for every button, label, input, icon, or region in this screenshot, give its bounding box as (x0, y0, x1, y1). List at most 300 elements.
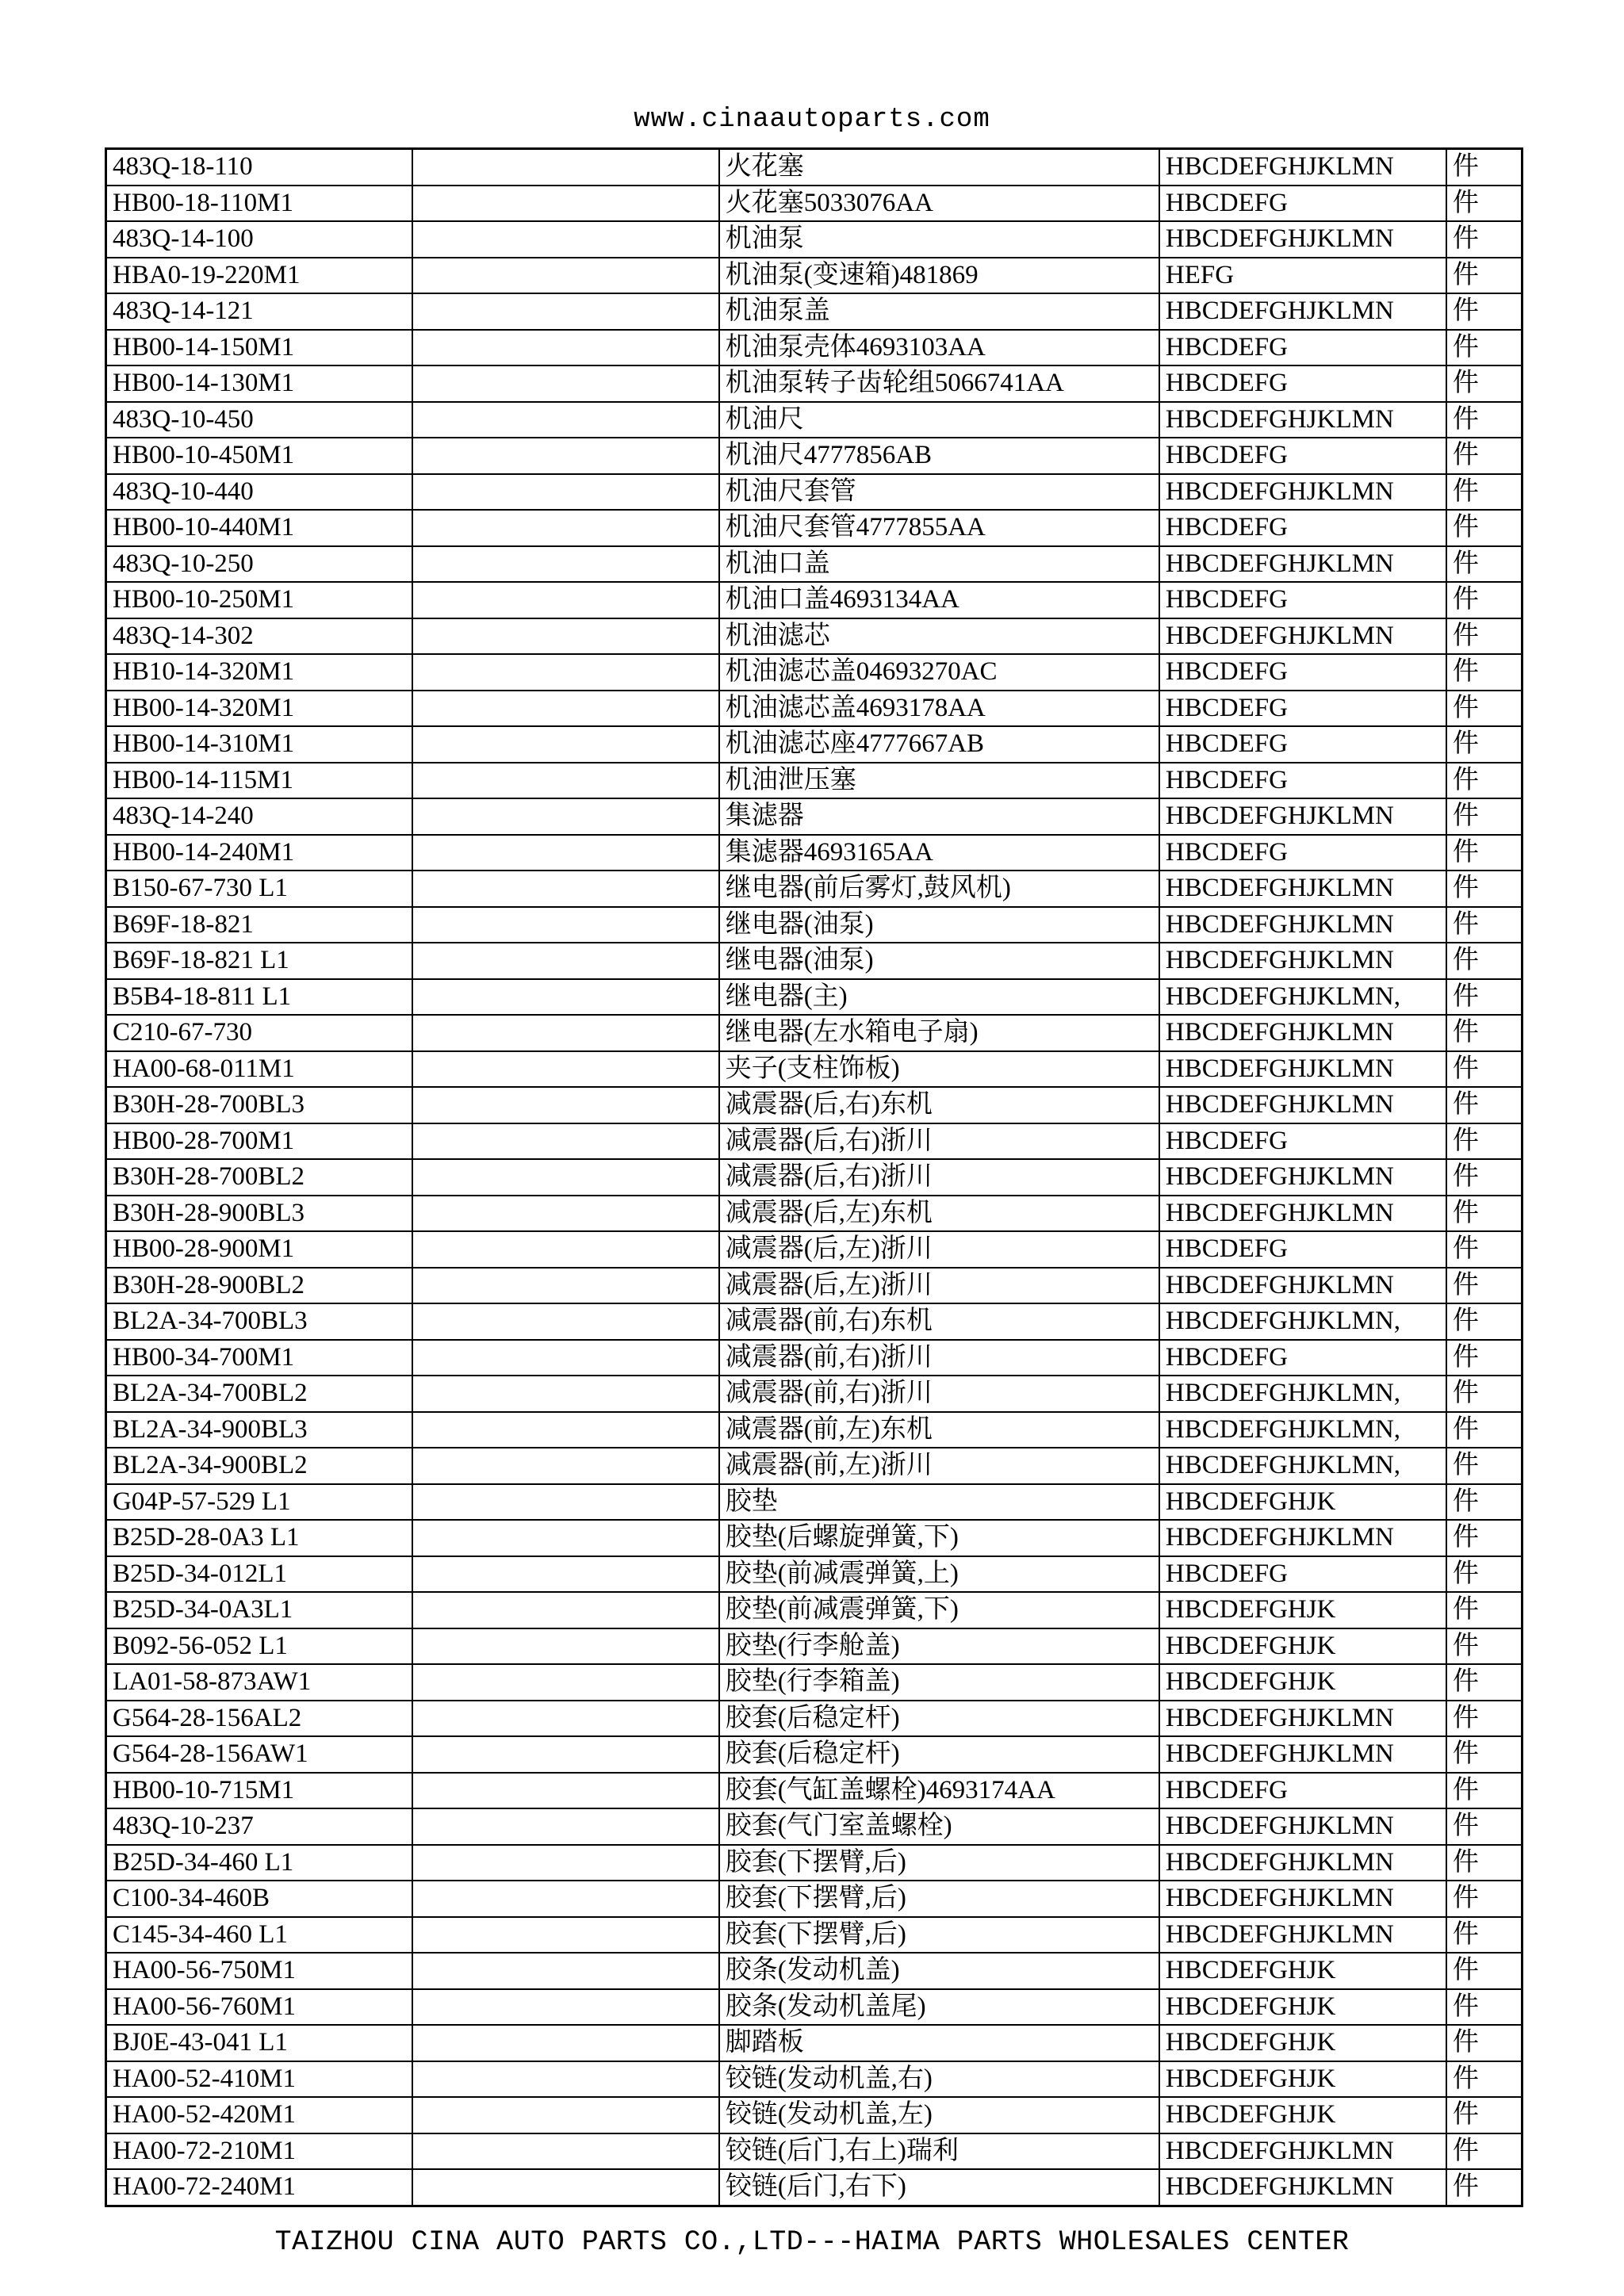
applicable-models-cell: HBCDEFGHJK (1159, 1953, 1446, 1989)
table-row (106, 835, 1522, 871)
table-row (106, 763, 1522, 799)
part-name-cell: 机油泵(变速箱)481869 (719, 258, 1159, 294)
table-row (106, 1231, 1522, 1268)
table-row (106, 1376, 1522, 1412)
table-row (106, 618, 1522, 655)
part-name-cell: 胶垫(行李箱盖) (719, 1664, 1159, 1701)
applicable-models-cell: HBCDEFGHJKLMN (1159, 1808, 1446, 1845)
blank-cell (412, 979, 719, 1016)
table-row (106, 258, 1522, 294)
table-row (106, 1881, 1522, 1917)
part-number-cell: 483Q-14-302 (106, 618, 413, 655)
blank-cell (412, 1448, 719, 1484)
part-name-cell: 减震器(前,右)东机 (719, 1303, 1159, 1340)
part-number-cell: HB00-10-450M1 (106, 438, 413, 474)
blank-cell (412, 1881, 719, 1917)
part-name-cell: 胶垫(前减震弹簧,下) (719, 1592, 1159, 1628)
part-name-cell: 机油滤芯座4777667AB (719, 726, 1159, 763)
table-row (106, 907, 1522, 943)
unit-cell: 件 (1446, 1556, 1522, 1593)
applicable-models-cell: HBCDEFGHJKLMN (1159, 618, 1446, 655)
part-name-cell: 减震器(后,左)浙川 (719, 1268, 1159, 1304)
part-name-cell: 机油泄压塞 (719, 763, 1159, 799)
table-row (106, 438, 1522, 474)
blank-cell (412, 2025, 719, 2061)
part-name-cell: 胶垫(前减震弹簧,上) (719, 1556, 1159, 1593)
unit-cell: 件 (1446, 582, 1522, 618)
unit-cell: 件 (1446, 149, 1522, 186)
unit-cell: 件 (1446, 654, 1522, 691)
blank-cell (412, 1808, 719, 1845)
parts-table-body (106, 149, 1522, 2206)
part-name-cell: 火花塞5033076AA (719, 186, 1159, 222)
table-row (106, 365, 1522, 402)
part-name-cell: 集滤器 (719, 798, 1159, 835)
unit-cell: 件 (1446, 1448, 1522, 1484)
applicable-models-cell: HBCDEFGHJKLMN, (1159, 1448, 1446, 1484)
table-row (106, 1123, 1522, 1160)
part-name-cell: 铰链(后门,右上)瑞利 (719, 2133, 1159, 2170)
part-number-cell: C210-67-730 (106, 1015, 413, 1051)
blank-cell (412, 1701, 719, 1737)
part-number-cell: 483Q-14-100 (106, 221, 413, 258)
blank-cell (412, 546, 719, 583)
part-number-cell: HA00-56-760M1 (106, 1989, 413, 2026)
unit-cell: 件 (1446, 1087, 1522, 1123)
applicable-models-cell: HBCDEFG (1159, 654, 1446, 691)
applicable-models-cell: HBCDEFG (1159, 1556, 1446, 1593)
blank-cell (412, 1412, 719, 1448)
unit-cell: 件 (1446, 365, 1522, 402)
blank-cell (412, 726, 719, 763)
table-row (106, 186, 1522, 222)
unit-cell: 件 (1446, 2061, 1522, 2098)
part-name-cell: 机油滤芯 (719, 618, 1159, 655)
part-number-cell: 483Q-10-450 (106, 402, 413, 438)
part-name-cell: 减震器(后,右)浙川 (719, 1159, 1159, 1196)
blank-cell (412, 1556, 719, 1593)
part-name-cell: 减震器(前,右)浙川 (719, 1340, 1159, 1376)
part-name-cell: 胶垫 (719, 1484, 1159, 1521)
applicable-models-cell: HBCDEFG (1159, 763, 1446, 799)
blank-cell (412, 871, 719, 907)
part-number-cell: B25D-28-0A3 L1 (106, 1520, 413, 1556)
part-number-cell: HA00-72-210M1 (106, 2133, 413, 2170)
part-number-cell: B30H-28-900BL3 (106, 1196, 413, 1232)
part-number-cell: HB00-14-130M1 (106, 365, 413, 402)
part-number-cell: B150-67-730 L1 (106, 871, 413, 907)
part-name-cell: 机油尺 (719, 402, 1159, 438)
table-row (106, 1303, 1522, 1340)
part-number-cell: HA00-72-240M1 (106, 2169, 413, 2206)
part-number-cell: HB00-28-700M1 (106, 1123, 413, 1160)
part-name-cell: 机油尺套管 (719, 474, 1159, 511)
blank-cell (412, 943, 719, 979)
unit-cell: 件 (1446, 1773, 1522, 1809)
blank-cell (412, 1051, 719, 1088)
table-row (106, 1556, 1522, 1593)
part-number-cell: HB00-28-900M1 (106, 1231, 413, 1268)
table-row (106, 293, 1522, 330)
part-number-cell: BL2A-34-700BL3 (106, 1303, 413, 1340)
blank-cell (412, 1664, 719, 1701)
part-number-cell: LA01-58-873AW1 (106, 1664, 413, 1701)
table-row (106, 979, 1522, 1016)
table-row (106, 1701, 1522, 1737)
unit-cell: 件 (1446, 510, 1522, 546)
blank-cell (412, 907, 719, 943)
table-row (106, 221, 1522, 258)
blank-cell (412, 438, 719, 474)
unit-cell: 件 (1446, 438, 1522, 474)
unit-cell: 件 (1446, 943, 1522, 979)
part-number-cell: B30H-28-700BL3 (106, 1087, 413, 1123)
applicable-models-cell: HBCDEFGHJK (1159, 1664, 1446, 1701)
applicable-models-cell: HBCDEFGHJKLMN (1159, 402, 1446, 438)
blank-cell (412, 2133, 719, 2170)
blank-cell (412, 365, 719, 402)
table-row (106, 2097, 1522, 2133)
part-name-cell: 减震器(后,左)东机 (719, 1196, 1159, 1232)
blank-cell (412, 1376, 719, 1412)
part-number-cell: 483Q-14-121 (106, 293, 413, 330)
unit-cell: 件 (1446, 1592, 1522, 1628)
part-name-cell: 铰链(发动机盖,右) (719, 2061, 1159, 2098)
unit-cell: 件 (1446, 618, 1522, 655)
unit-cell: 件 (1446, 1015, 1522, 1051)
table-row (106, 691, 1522, 727)
applicable-models-cell: HEFG (1159, 258, 1446, 294)
table-row (106, 1051, 1522, 1088)
part-number-cell: B25D-34-012L1 (106, 1556, 413, 1593)
blank-cell (412, 2061, 719, 2098)
table-row (106, 798, 1522, 835)
blank-cell (412, 1520, 719, 1556)
part-name-cell: 机油滤芯盖04693270AC (719, 654, 1159, 691)
table-row (106, 2061, 1522, 2098)
part-number-cell: C145-34-460 L1 (106, 1917, 413, 1954)
part-number-cell: B25D-34-460 L1 (106, 1845, 413, 1881)
part-number-cell: HBA0-19-220M1 (106, 258, 413, 294)
unit-cell: 件 (1446, 871, 1522, 907)
part-number-cell: B5B4-18-811 L1 (106, 979, 413, 1016)
unit-cell: 件 (1446, 1303, 1522, 1340)
part-name-cell: 胶套(下摆臂,后) (719, 1917, 1159, 1954)
applicable-models-cell: HBCDEFGHJK (1159, 1592, 1446, 1628)
part-name-cell: 机油滤芯盖4693178AA (719, 691, 1159, 727)
unit-cell: 件 (1446, 835, 1522, 871)
part-name-cell: 机油泵盖 (719, 293, 1159, 330)
part-number-cell: B69F-18-821 (106, 907, 413, 943)
blank-cell (412, 618, 719, 655)
applicable-models-cell: HBCDEFGHJKLMN (1159, 1087, 1446, 1123)
applicable-models-cell: HBCDEFGHJK (1159, 2061, 1446, 2098)
table-row (106, 2133, 1522, 2170)
part-name-cell: 胶套(下摆臂,后) (719, 1845, 1159, 1881)
part-name-cell: 胶套(下摆臂,后) (719, 1881, 1159, 1917)
table-row (106, 654, 1522, 691)
blank-cell (412, 1592, 719, 1628)
unit-cell: 件 (1446, 726, 1522, 763)
blank-cell (412, 1845, 719, 1881)
part-number-cell: BL2A-34-700BL2 (106, 1376, 413, 1412)
blank-cell (412, 258, 719, 294)
table-row (106, 943, 1522, 979)
part-name-cell: 胶套(后稳定杆) (719, 1736, 1159, 1773)
part-number-cell: HB00-10-715M1 (106, 1773, 413, 1809)
part-number-cell: HA00-52-420M1 (106, 2097, 413, 2133)
page-footer-company: TAIZHOU CINA AUTO PARTS CO.,LTD---HAIMA PARTS WHOLESALES CENTER (274, 2226, 1350, 2258)
unit-cell: 件 (1446, 1881, 1522, 1917)
unit-cell: 件 (1446, 1989, 1522, 2026)
parts-table (105, 147, 1523, 2207)
blank-cell (412, 1087, 719, 1123)
unit-cell: 件 (1446, 1845, 1522, 1881)
part-name-cell: 继电器(油泵) (719, 907, 1159, 943)
blank-cell (412, 763, 719, 799)
blank-cell (412, 293, 719, 330)
unit-cell: 件 (1446, 1051, 1522, 1088)
part-number-cell: HA00-52-410M1 (106, 2061, 413, 2098)
applicable-models-cell: HBCDEFG (1159, 1123, 1446, 1160)
unit-cell: 件 (1446, 1123, 1522, 1160)
table-row (106, 402, 1522, 438)
applicable-models-cell: HBCDEFGHJKLMN (1159, 1845, 1446, 1881)
applicable-models-cell: HBCDEFGHJKLMN, (1159, 1376, 1446, 1412)
applicable-models-cell: HBCDEFGHJKLMN (1159, 1051, 1446, 1088)
unit-cell: 件 (1446, 691, 1522, 727)
part-number-cell: HB00-34-700M1 (106, 1340, 413, 1376)
part-name-cell: 铰链(发动机盖,左) (719, 2097, 1159, 2133)
part-number-cell: HB00-14-240M1 (106, 835, 413, 871)
table-row (106, 1159, 1522, 1196)
applicable-models-cell: HBCDEFG (1159, 726, 1446, 763)
part-number-cell: HB00-14-320M1 (106, 691, 413, 727)
table-row (106, 546, 1522, 583)
unit-cell: 件 (1446, 1159, 1522, 1196)
table-row (106, 1484, 1522, 1521)
table-row (106, 2169, 1522, 2206)
applicable-models-cell: HBCDEFGHJK (1159, 2025, 1446, 2061)
unit-cell: 件 (1446, 1736, 1522, 1773)
blank-cell (412, 691, 719, 727)
blank-cell (412, 2097, 719, 2133)
blank-cell (412, 330, 719, 366)
part-name-cell: 减震器(后,左)浙川 (719, 1231, 1159, 1268)
unit-cell: 件 (1452, 2172, 1479, 2202)
unit-cell: 件 (1446, 221, 1522, 258)
unit-cell: 件 (1446, 293, 1522, 330)
unit-cell: 件 (1446, 2025, 1522, 2061)
applicable-models-cell: HBCDEFGHJKLMN (1159, 1520, 1446, 1556)
applicable-models-cell: HBCDEFGHJKLMN (1159, 1736, 1446, 1773)
applicable-models-cell: HBCDEFGHJKLMN, (1159, 1412, 1446, 1448)
applicable-models-cell: HBCDEFG (1159, 1231, 1446, 1268)
table-row (106, 726, 1522, 763)
part-name-cell: 减震器(前,左)东机 (719, 1412, 1159, 1448)
part-name-cell: 机油口盖4693134AA (719, 582, 1159, 618)
table-row (106, 1448, 1522, 1484)
blank-cell (412, 1917, 719, 1954)
table-row (106, 582, 1522, 618)
unit-cell: 件 (1446, 1664, 1522, 1701)
applicable-models-cell: HBCDEFGHJKLMN (1159, 2169, 1446, 2206)
blank-cell (412, 1015, 719, 1051)
unit-cell: 件 (1446, 1231, 1522, 1268)
part-name-cell: 继电器(油泵) (719, 943, 1159, 979)
applicable-models-cell: HBCDEFGHJK (1159, 1628, 1446, 1665)
part-number-cell: G04P-57-529 L1 (106, 1484, 413, 1521)
part-name-cell: 减震器(后,右)东机 (719, 1087, 1159, 1123)
applicable-models-cell: HBCDEFGHJKLMN (1159, 871, 1446, 907)
part-number-cell: HB00-18-110M1 (106, 186, 413, 222)
table-row (106, 149, 1522, 186)
part-name-cell: 继电器(前后雾灯,鼓风机) (719, 871, 1159, 907)
applicable-models-cell: HBCDEFG (1159, 835, 1446, 871)
part-number-cell: BL2A-34-900BL2 (106, 1448, 413, 1484)
blank-cell (412, 1231, 719, 1268)
part-number-cell: 483Q-14-240 (106, 798, 413, 835)
blank-cell (412, 1303, 719, 1340)
unit-cell: 件 (1446, 402, 1522, 438)
blank-cell (412, 1484, 719, 1521)
table-row (106, 1196, 1522, 1232)
applicable-models-cell: HBCDEFG (1159, 582, 1446, 618)
part-name-cell: 机油泵壳体4693103AA (719, 330, 1159, 366)
unit-cell: 件 (1446, 907, 1522, 943)
applicable-models-cell: HBCDEFG (1159, 691, 1446, 727)
blank-cell (412, 798, 719, 835)
unit-cell: 件 (1446, 798, 1522, 835)
part-number-cell: HB00-10-250M1 (106, 582, 413, 618)
unit-cell: 件 (1446, 1340, 1522, 1376)
applicable-models-cell: HBCDEFGHJK (1159, 2097, 1446, 2133)
blank-cell (412, 1628, 719, 1665)
applicable-models-cell: HBCDEFGHJKLMN (1159, 1701, 1446, 1737)
table-row (106, 1845, 1522, 1881)
applicable-models-cell: HBCDEFG (1159, 365, 1446, 402)
part-number-cell: BL2A-34-900BL3 (106, 1412, 413, 1448)
table-row (106, 1953, 1522, 1989)
unit-cell: 件 (1446, 1412, 1522, 1448)
blank-cell (412, 1196, 719, 1232)
unit-cell: 件 (1446, 330, 1522, 366)
part-name-cell: 脚踏板 (719, 2025, 1159, 2061)
unit-cell: 件 (1446, 1808, 1522, 1845)
part-number-cell: HA00-56-750M1 (106, 1953, 413, 1989)
applicable-models-cell: HBCDEFG (1159, 1773, 1446, 1809)
applicable-models-cell: HBCDEFGHJKLMN (1159, 907, 1446, 943)
table-row (106, 1989, 1522, 2026)
part-name-cell: 机油口盖 (719, 546, 1159, 583)
part-name-cell: 铰链(后门,右下) (719, 2169, 1159, 2206)
blank-cell (412, 2169, 719, 2206)
unit-cell: 件 (1446, 186, 1522, 222)
part-name-cell: 机油尺4777856AB (719, 438, 1159, 474)
blank-cell (412, 186, 719, 222)
blank-cell (412, 1123, 719, 1160)
part-name-cell: 胶套(气门室盖螺栓) (719, 1808, 1159, 1845)
unit-cell: 件 (1446, 2133, 1522, 2170)
blank-cell (412, 1736, 719, 1773)
part-name-cell: 胶条(发动机盖) (719, 1953, 1159, 1989)
table-row (106, 1340, 1522, 1376)
part-number-cell: HB00-10-440M1 (106, 510, 413, 546)
part-name-cell: 减震器(后,右)浙川 (719, 1123, 1159, 1160)
part-number-cell: B30H-28-900BL2 (106, 1268, 413, 1304)
unit-cell: 件 (1446, 1917, 1522, 1954)
applicable-models-cell: HBCDEFGHJKLMN (1159, 1015, 1446, 1051)
applicable-models-cell: HBCDEFG (1159, 330, 1446, 366)
part-number-cell: B69F-18-821 L1 (106, 943, 413, 979)
table-row (106, 1268, 1522, 1304)
part-name-cell: 胶垫(后螺旋弹簧,下) (719, 1520, 1159, 1556)
part-number-cell: C100-34-460B (106, 1881, 413, 1917)
applicable-models-cell: HBCDEFGHJKLMN (1159, 2133, 1446, 2170)
unit-cell: 件 (1446, 1953, 1522, 1989)
table-row (106, 1412, 1522, 1448)
part-name-cell: 夹子(支柱饰板) (719, 1051, 1159, 1088)
table-row (106, 1808, 1522, 1845)
blank-cell (412, 1773, 719, 1809)
part-name-cell: 集滤器4693165AA (719, 835, 1159, 871)
part-name-cell: 减震器(前,右)浙川 (719, 1376, 1159, 1412)
part-name-cell: 机油泵转子齿轮组5066741AA (719, 365, 1159, 402)
table-row (106, 1015, 1522, 1051)
blank-cell (412, 510, 719, 546)
blank-cell (412, 474, 719, 511)
part-number-cell: HB00-14-115M1 (106, 763, 413, 799)
applicable-models-cell: HBCDEFGHJKLMN, (1159, 1303, 1446, 1340)
applicable-models-cell: HBCDEFGHJK (1159, 1989, 1446, 2026)
table-row (106, 1628, 1522, 1665)
unit-cell: 件 (1446, 546, 1522, 583)
applicable-models-cell: HBCDEFG (1159, 1340, 1446, 1376)
unit-cell: 件 (1446, 1268, 1522, 1304)
table-row (106, 1592, 1522, 1628)
part-number-cell: B30H-28-700BL2 (106, 1159, 413, 1196)
table-row (106, 1736, 1522, 1773)
applicable-models-cell: HBCDEFGHJK (1159, 1484, 1446, 1521)
part-name-cell: 继电器(主) (719, 979, 1159, 1016)
unit-cell: 件 (1446, 258, 1522, 294)
applicable-models-cell: HBCDEFGHJKLMN, (1159, 979, 1446, 1016)
table-row (106, 1520, 1522, 1556)
applicable-models-cell: HBCDEFG (1159, 438, 1446, 474)
applicable-models-cell: HBCDEFGHJKLMN (1159, 1881, 1446, 1917)
part-number-cell: HB00-14-150M1 (106, 330, 413, 366)
part-name-cell: 胶条(发动机盖尾) (719, 1989, 1159, 2026)
applicable-models-cell: HBCDEFG (1159, 510, 1446, 546)
table-row (106, 510, 1522, 546)
applicable-models-cell: HBCDEFGHJKLMN (1159, 798, 1446, 835)
part-name-cell: 继电器(左水箱电子扇) (719, 1015, 1159, 1051)
part-name-cell: 胶套(气缸盖螺栓)4693174AA (719, 1773, 1159, 1809)
blank-cell (412, 654, 719, 691)
unit-cell: 件 (1446, 979, 1522, 1016)
part-name-cell: 机油尺套管4777855AA (719, 510, 1159, 546)
applicable-models-cell: HBCDEFG (1159, 186, 1446, 222)
part-number-cell: HB00-14-310M1 (106, 726, 413, 763)
blank-cell (412, 402, 719, 438)
part-name-cell: 机油泵 (719, 221, 1159, 258)
applicable-models-cell: HBCDEFGHJKLMN (1159, 293, 1446, 330)
table-row (106, 871, 1522, 907)
blank-cell (412, 1159, 719, 1196)
applicable-models-cell: HBCDEFGHJKLMN (1159, 1268, 1446, 1304)
part-name-cell: 胶套(后稳定杆) (719, 1701, 1159, 1737)
part-name-cell: 减震器(前,左)浙川 (719, 1448, 1159, 1484)
